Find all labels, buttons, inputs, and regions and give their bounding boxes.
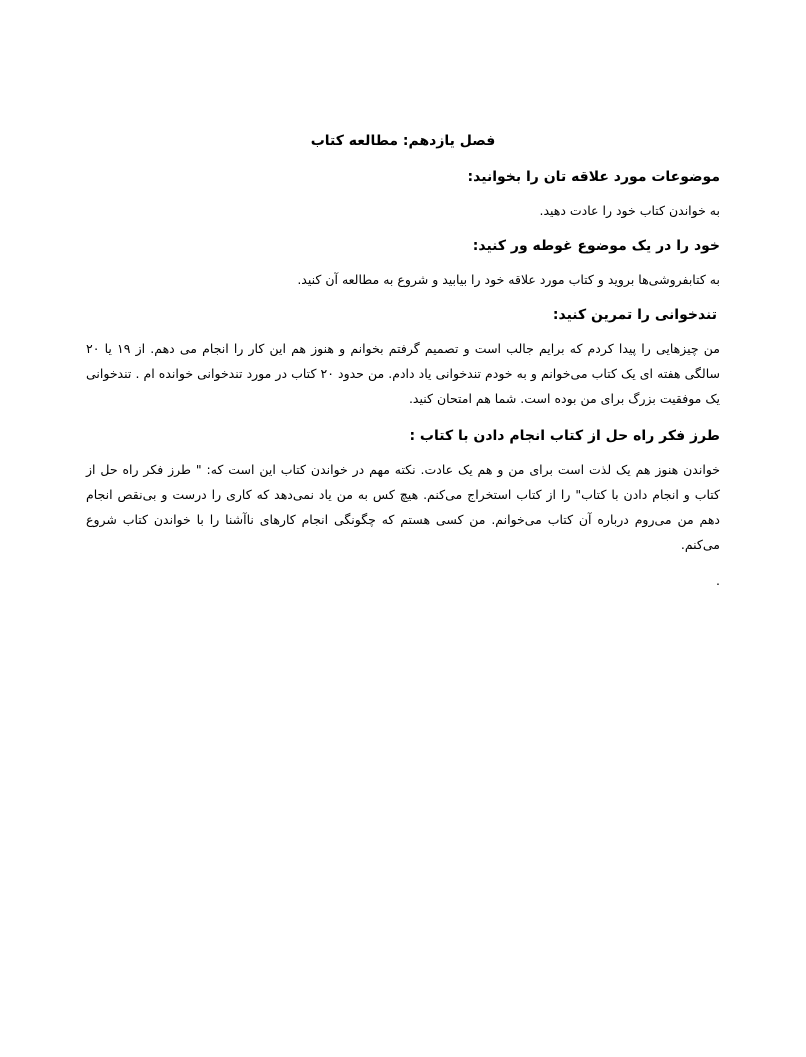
section-body-3: من چیزهایی را پیدا کردم که برایم جالب است و تصمیم گرفتم بخوانم و هنوز هم این کار را انجام می دهم. از ۱۹ یا ۲۰ سالگی هفته ای یک کتاب می‌خوانم و به خودم تندخوانی یاد دادم. من حدود ۲۰ کتاب در مورد تندخوانی خوانده ام . تندخوانی یک موفقیت بزرگ برای من بوده است. شما هم امتحان کنید. <box>86 341 720 406</box>
section-heading-3: تندخوانی را تمرین کنید: <box>552 307 717 323</box>
section-body-2: به کتابفروشی‌ها بروید و کتاب مورد علاقه خود را بیابید و شروع به مطالعه آن کنید. <box>297 272 720 287</box>
section-heading-1: موضوعات مورد علاقه تان را بخوانید: <box>467 169 720 185</box>
trailing-mark: . <box>716 573 720 588</box>
chapter-title: فصل یازدهم: مطالعه کتاب <box>310 133 496 149</box>
section-heading-2: خود را در یک موضوع غوطه ور کنید: <box>472 238 720 254</box>
section-body-4: خواندن هنوز هم یک لذت است برای من و هم یک عادت. نکته مهم در خواندن کتاب این است که: " طرز فکر راه حل از کتاب و انجام دادن با کتاب" را از کتاب استخراج می‌کنم. هیچ کس به من یاد نمی‌دهد که کاری را درست و بی‌نقص انجام دهم من می‌روم درباره آن کتاب می‌خوانم. من کسی هستم که چگونگی انجام کارهای ناآشنا را با خواندن کتاب شروع می‌کنم. <box>86 462 720 552</box>
document-page <box>86 130 720 591</box>
section-body-1: به خواندن کتاب خود را عادت دهید. <box>539 203 720 218</box>
section-heading-4: طرز فکر راه حل از کتاب انجام دادن با کتاب : <box>409 428 720 444</box>
